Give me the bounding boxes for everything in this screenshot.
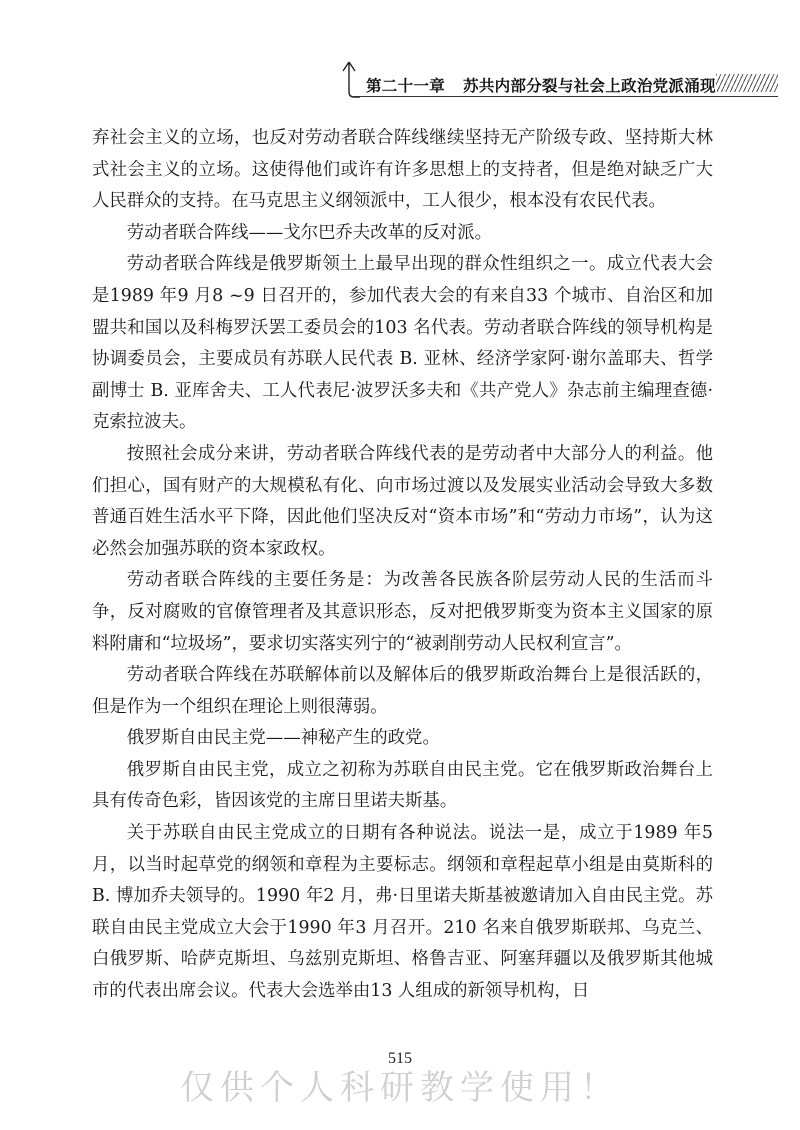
chapter-number: 第二十一章: [366, 77, 446, 95]
watermark: 仅供个人科研教学使用！: [180, 1068, 620, 1108]
chapter-title: 苏共内部分裂与社会上政治党派涌现: [463, 77, 716, 95]
paragraph: 关于苏联自由民主党成立的日期有各种说法。说法一是，成立于1989 年5 月，以当时起草党的纲领和章程为主要标志。纲领和章程起草小组是由莫斯科的 B. 博加乔夫领导的。1990 年2 月，弗·日里诺夫斯基被邀请加入自由民主党。苏联自由民主党成立大会于1990 年3 月召开。210 名来自俄罗斯联邦、乌克兰、白俄罗斯、哈萨克斯坦、乌兹别克斯坦、格鲁吉亚、阿塞拜疆以及俄罗斯其他城市的代表出席会议。代表大会选举由13 人组成的新领导机构，日: [92, 823, 713, 1002]
paragraph: 劳动者联合阵线的主要任务是：为改善各民族各阶层劳动人民的生活而斗争，反对腐败的官僚管理者及其意识形态，反对把俄罗斯变为资本主义国家的原料附庸和“垃圾场”，要求切实落实列宁的“被剥削劳动人民权利宣言”。: [92, 570, 713, 654]
paragraph: 按照社会成分来讲，劳动者联合阵线代表的是劳动者中大部分人的利益。他们担心，国有财产的大规模私有化、向市场过渡以及发展实业活动会导致大多数普通百姓生活水平下降，因此他们坚决反对“资本市场”和“劳动力市场”，认为这必然会加强苏联的资本家政权。: [92, 443, 713, 559]
arrow-up-icon: [338, 60, 360, 100]
paragraph: 弃社会主义的立场，也反对劳动者联合阵线继续坚持无产阶级专政、坚持斯大林式社会主义的立场。这使得他们或许有许多思想上的支持者，但是绝对缺乏广大人民群众的支持。在马克思主义纲领派中，工人很少，根本没有农民代表。: [92, 128, 713, 212]
section-heading: 俄罗斯自由民主党——神秘产生的政党。: [126, 728, 440, 749]
body-text: [92, 123, 713, 1008]
paragraph: 劳动者联合阵线是俄罗斯领土上最早出现的群众性组织之一。成立代表大会是1989 年9 月8 ~9 日召开的，参加代表大会的有来自33 个城市、自治区和加盟共和国以及科梅罗沃罢工委员会的103 名代表。劳动者联合阵线的领导机构是协调委员会，主要成员有苏联人民代表 B. 亚林、经济学家阿·谢尔盖耶夫、哲学副博士 B. 亚库舍夫、工人代表尼·波罗沃多夫和《共产党人》杂志前主编理查德·克索拉波夫。: [92, 254, 713, 433]
paragraph: 俄罗斯自由民主党，成立之初称为苏联自由民主党。它在俄罗斯政治舞台上具有传奇色彩，皆因该党的主席日里诺夫斯基。: [92, 759, 713, 812]
header-rule: [350, 96, 778, 97]
running-header: [338, 60, 778, 105]
header-hatch-decoration: [716, 74, 778, 92]
header-title: [366, 74, 716, 96]
page-number: 515: [388, 1050, 412, 1067]
section-heading: 劳动者联合阵线——戈尔巴乔夫改革的反对派。: [126, 222, 493, 243]
paragraph: 劳动者联合阵线在苏联解体前以及解体后的俄罗斯政治舞台上是很活跃的，但是作为一个组织在理论上则很薄弱。: [92, 665, 713, 717]
